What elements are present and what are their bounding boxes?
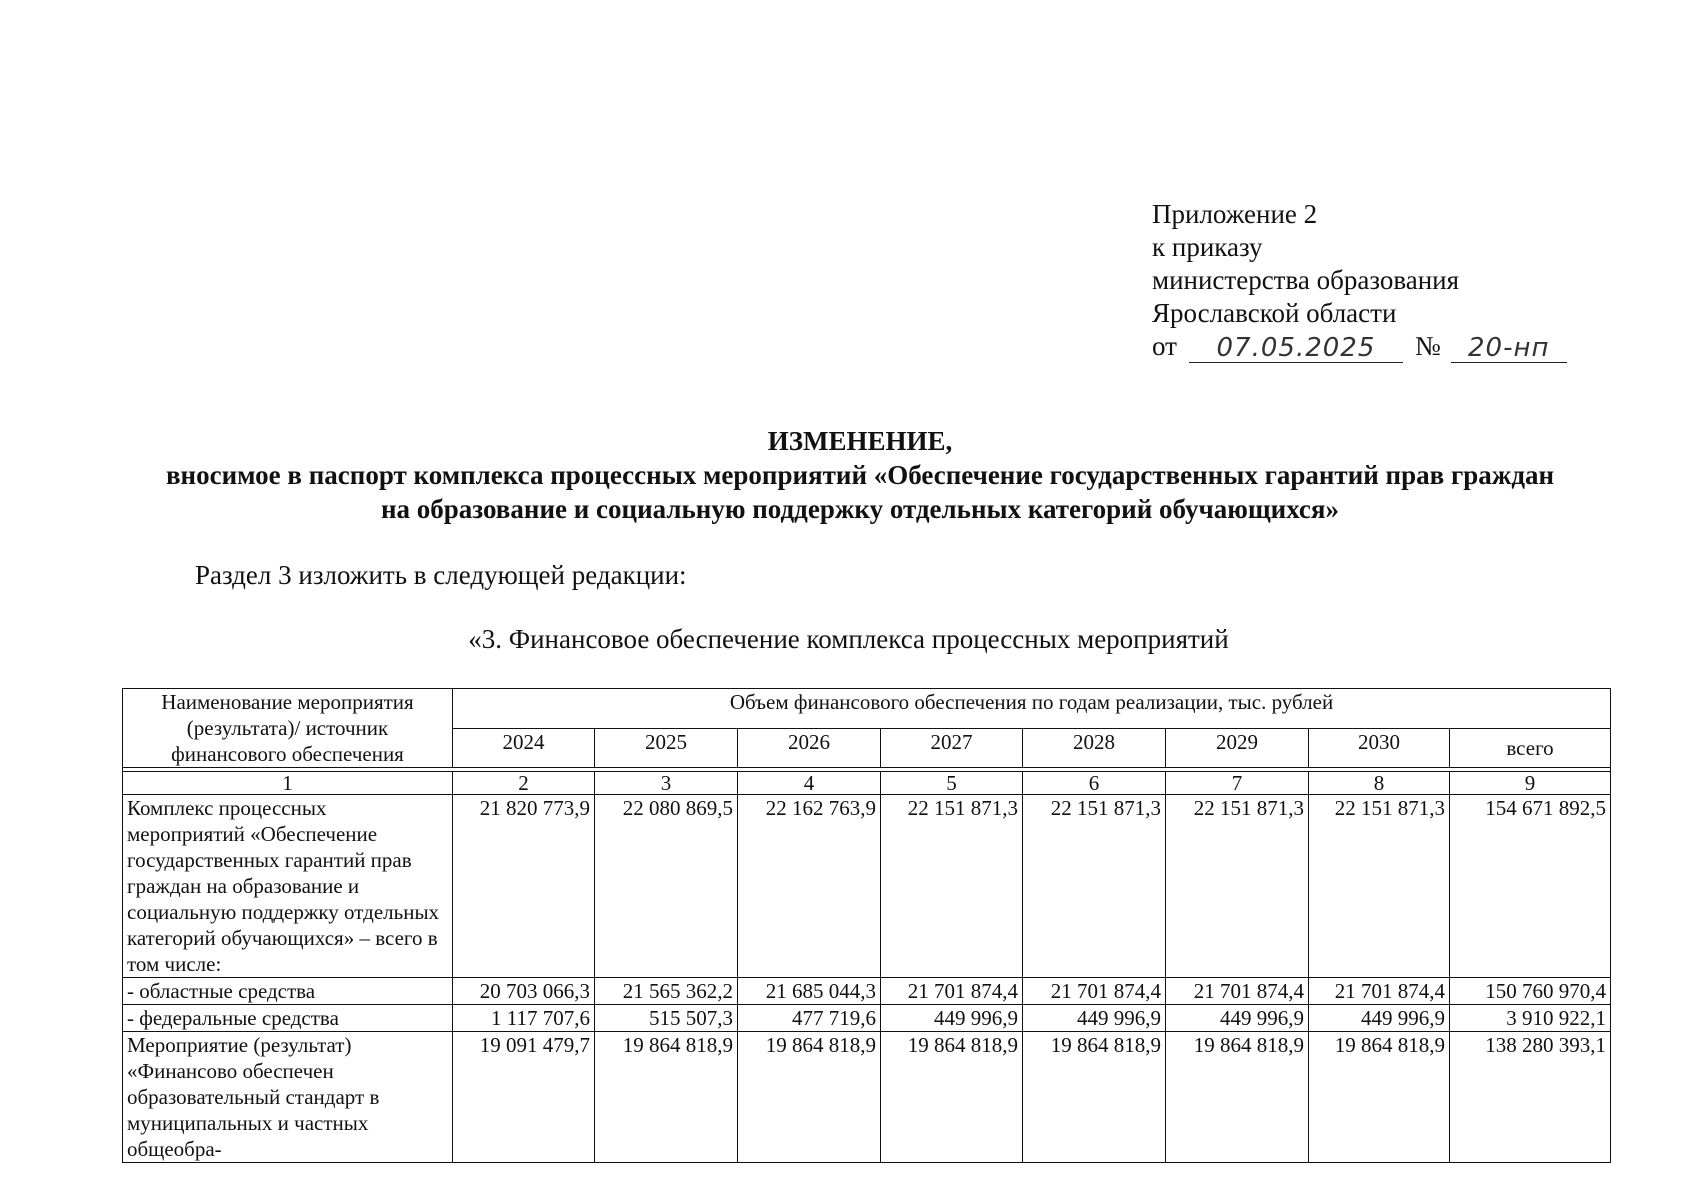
document-title [120,424,1600,526]
value-cell: 449 996,9 [881,1005,1023,1032]
value-cell: 22 151 871,3 [1309,795,1450,978]
column-index: 7 [1166,772,1309,795]
value-cell: 22 151 871,3 [881,795,1023,978]
value-cell: 20 703 066,3 [453,978,595,1005]
year-header: 2030 [1309,728,1450,768]
value-cell: 19 864 818,9 [1166,1032,1309,1163]
column-index: 2 [453,772,595,795]
handwritten-date: 07.05.2025 [1189,334,1403,363]
column-index: 5 [881,772,1023,795]
column-index: 6 [1023,772,1166,795]
value-cell: 19 864 818,9 [738,1032,881,1163]
year-header: 2026 [738,728,881,768]
value-cell: 19 864 818,9 [881,1032,1023,1163]
value-cell: 19 864 818,9 [1023,1032,1166,1163]
financing-table [122,688,1611,1163]
row-name: Мероприятие (результат) «Финансово обеспечен образовательный стандарт в муниципальных и частных общеобра- [123,1032,453,1163]
value-cell: 477 719,6 [738,1005,881,1032]
value-cell: 1 117 707,6 [453,1005,595,1032]
column-index: 8 [1309,772,1450,795]
appendix-line: к приказу [1152,232,1263,262]
value-cell: 150 760 970,4 [1450,978,1611,1005]
value-cell: 19 864 818,9 [1309,1032,1450,1163]
value-cell: 22 151 871,3 [1023,795,1166,978]
value-cell: 21 701 874,4 [1023,978,1166,1005]
column-index: 3 [595,772,738,795]
from-label: от [1152,331,1177,361]
header-volume-cell: Объем финансового обеспечения по годам реализации, тыс. рублей [453,689,1611,729]
table-row [123,978,1611,1005]
handwritten-number: 20-нп [1451,334,1567,363]
row-name: Комплекс процессных мероприятий «Обеспечение государственных гарантий прав граждан на образование и социальную поддержку отдельных категорий обучающихся» – всего в том числе: [123,795,453,978]
title-line: на образование и социальную поддержку отдельных категорий обучающихся» [380,494,1340,524]
title-line: вносимое в паспорт комплекса процессных мероприятий «Обеспечение государственных гарантий прав граждан [165,460,1555,490]
appendix-block [1152,198,1567,363]
value-cell: 22 080 869,5 [595,795,738,978]
year-header: 2027 [881,728,1023,768]
value-cell: 21 565 362,2 [595,978,738,1005]
row-name: - федеральные средства [123,1005,453,1032]
value-cell: 21 820 773,9 [453,795,595,978]
column-index: 1 [123,772,453,795]
appendix-line: Приложение 2 [1152,199,1318,229]
header-name-cell: Наименование мероприятия (результата)/ источник финансового обеспечения [123,689,453,768]
column-index: 4 [738,772,881,795]
order-date-number-row [1152,330,1567,363]
year-header: 2024 [453,728,595,768]
value-cell: 19 864 818,9 [595,1032,738,1163]
table-row [123,1032,1611,1163]
intro-paragraph: Раздел 3 изложить в следующей редакции: [195,560,687,590]
value-cell: 449 996,9 [1309,1005,1450,1032]
header-row [123,689,1611,729]
year-header: 2029 [1166,728,1309,768]
appendix-line: Ярославской области [1152,298,1397,328]
value-cell: 154 671 892,5 [1450,795,1611,978]
value-cell: 21 701 874,4 [1309,978,1450,1005]
table-row [123,795,1611,978]
table-row [123,1005,1611,1032]
value-cell: 449 996,9 [1166,1005,1309,1032]
value-cell: 19 091 479,7 [453,1032,595,1163]
year-header: 2028 [1023,728,1166,768]
title-heading: ИЗМЕНЕНИЕ, [767,426,953,456]
number-label: № [1414,331,1441,361]
column-index: 9 [1450,772,1611,795]
value-cell: 515 507,3 [595,1005,738,1032]
value-cell: 21 685 044,3 [738,978,881,1005]
value-cell: 22 162 763,9 [738,795,881,978]
year-header: 2025 [595,728,738,768]
row-name: - областные средства [123,978,453,1005]
value-cell: 21 701 874,4 [881,978,1023,1005]
value-cell: 138 280 393,1 [1450,1032,1611,1163]
value-cell: 22 151 871,3 [1166,795,1309,978]
value-cell: 3 910 922,1 [1450,1005,1611,1032]
appendix-line: министерства образования [1152,265,1460,295]
section-title: «3. Финансовое обеспечение комплекса процессных мероприятий [468,624,1229,654]
column-index-row [123,772,1611,795]
total-header: всего [1450,728,1611,768]
value-cell: 449 996,9 [1023,1005,1166,1032]
value-cell: 21 701 874,4 [1166,978,1309,1005]
